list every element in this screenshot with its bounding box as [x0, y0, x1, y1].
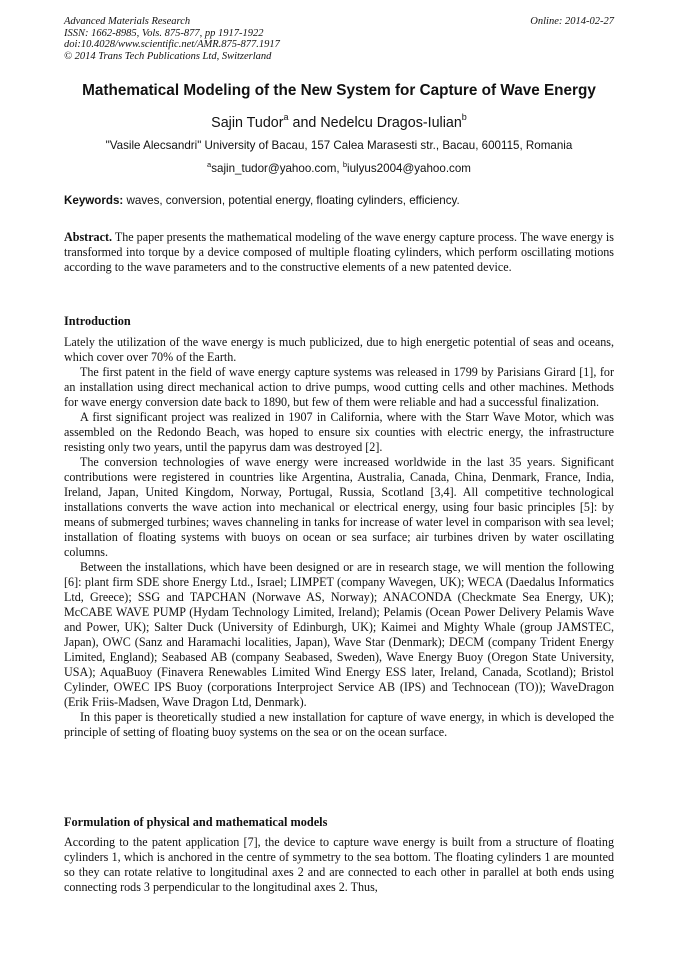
- introduction-body: [64, 335, 614, 740]
- abstract-label: Abstract.: [64, 230, 113, 244]
- paragraph: Between the installations, which have been designed or are in research stage, we will mention the following [6]: plant firm SDE shore Energy Ltd., Israel; LIMPET (company Wavegen, UK); WECA (Daedalus Informatics Ltd, Greece); SSG and TAPCHAN (Norwave AS, Norway); ANACONDA (Checkmate Sea Energy, UK); McCABE WAVE PUMP (Hydam Technology Limited, Ireland); Pelamis (Ocean Power Delivery Pelamis Wave and Power, UK); Salter Duck (University of Edinburgh, UK); Kaimei and Mighty Whale (group JAMSTEC, Japan), OWC (Sanz and Haramachi localities, Japan), Wave Star (Denmark); DECM (company Trident Energy Limited, England); Seabased AB (company Seabased, Sweden), Wave Energy Buoy (Oregon State University, USA); AquaBuoy (Finavera Renewables Limited Wind Energy ESS later, Ireland, Canada, Scotland); Bristol Cylinder, OWEC IPS Buoy (corporations Interproject Service AB (IPS) and Technocean (TO)); WaveDragon (Erik Friis-Madsen, Wave Dragon Ltd, Denmark).: [64, 560, 614, 709]
- email-a: sajin_tudor@yahoo.com,: [211, 162, 343, 175]
- authors-line: [0, 112, 678, 131]
- paragraph: In this paper is theoretically studied a new installation for capture of wave energy, in which is developed the principle of setting of floating buoy systems on the sea or on the ocean surface.: [64, 710, 614, 739]
- paragraph: According to the patent application [7], the device to capture wave energy is built from a structure of floating cylinders 1, which is anchored in the centre of symmetry to the sea bottom. The floating cylinders 1 are mounted so they can rotate relative to longitudinal axes 2 and are connected to each other in parallel at both ends using connecting rods 3 perpendicular to the longitudinal axes 2. Thus,: [64, 835, 614, 894]
- emails-line: [0, 160, 678, 175]
- journal-header: [64, 16, 614, 62]
- keywords-text: waves, conversion, potential energy, floating cylinders, efficiency.: [123, 194, 460, 207]
- issn-line: ISSN: 1662-8985, Vols. 875-877, pp 1917-1922: [64, 27, 264, 39]
- email-a-sup: a: [207, 160, 212, 169]
- author-1: Sajin Tudor: [211, 115, 284, 131]
- formulation-body: [64, 835, 614, 895]
- paragraph: The conversion technologies of wave energy were increased worldwide in the last 35 years. Significant contributions were registered in countries like Argentina, Australia, Canada, China, Denmark, France, India, Ireland, Japan, United Kingdom, Norway, Portugal, Russia, Scotland [3,4]. All competitive technological installations converts the wave action into mechanical or electrical energy, using four basic principles [5]: by means of submerged turbines; waves channeling in tanks for increase of water level in comparison with sea level; installation of floating systems with buoys on ocean or sea surface; air turbines driven by water oscillating columns.: [64, 455, 614, 559]
- email-b-sup: b: [342, 160, 348, 169]
- authors-and: and: [288, 115, 321, 131]
- online-date: Online: 2014-02-27: [530, 16, 614, 27]
- section-heading-formulation: Formulation of physical and mathematical models: [64, 815, 328, 829]
- copyright-line: © 2014 Trans Tech Publications Ltd, Switzerland: [64, 50, 272, 62]
- paper-title: Mathematical Modeling of the New System for Capture of Wave Energy: [82, 82, 596, 99]
- keywords-label: Keywords:: [64, 194, 124, 207]
- journal-name: Advanced Materials Research: [64, 16, 191, 27]
- paragraph: A first significant project was realized in 1907 in California, where with the Starr Wave Motor, which was assembled on the Redondo Beach, was hoped to ensure six counties with electric energy, the infrastructure resisting only two years, until the papyrus dam was destroyed [2].: [64, 410, 614, 454]
- abstract: [64, 230, 614, 275]
- paragraph: The first patent in the field of wave energy capture systems was released in 1799 by Parisians Girard [1], for an installation using direct mechanical action to drive pumps, wood cutting cells and other machines. Methods for wave energy conversion date back to 1890, but few of them were reliable and had a successful finalization.: [64, 365, 614, 409]
- affiliation: "Vasile Alecsandri" University of Bacau, 157 Calea Marasesti str., Bacau, 600115, Romania: [105, 139, 573, 152]
- keywords: [64, 194, 624, 207]
- paragraph: Lately the utilization of the wave energy is much publicized, due to high energetic potential of seas and oceans, which cover over 70% of the Earth.: [64, 335, 614, 364]
- section-heading-introduction: Introduction: [64, 314, 131, 328]
- author-1-sup: a: [283, 112, 289, 122]
- abstract-text: The paper presents the mathematical modeling of the wave energy capture process. The wave energy is transformed into torque by a device composed of multiple floating cylinders, which perform oscillating motions according to the wave parameters and to the constructive elements of a new patented device.: [64, 230, 614, 274]
- author-2: Nedelcu Dragos-Iulian: [320, 115, 462, 131]
- email-b: iulyus2004@yahoo.com: [347, 162, 471, 175]
- author-2-sup: b: [461, 112, 467, 122]
- doi-line: doi:10.4028/www.scientific.net/AMR.875-877.1917: [64, 39, 280, 51]
